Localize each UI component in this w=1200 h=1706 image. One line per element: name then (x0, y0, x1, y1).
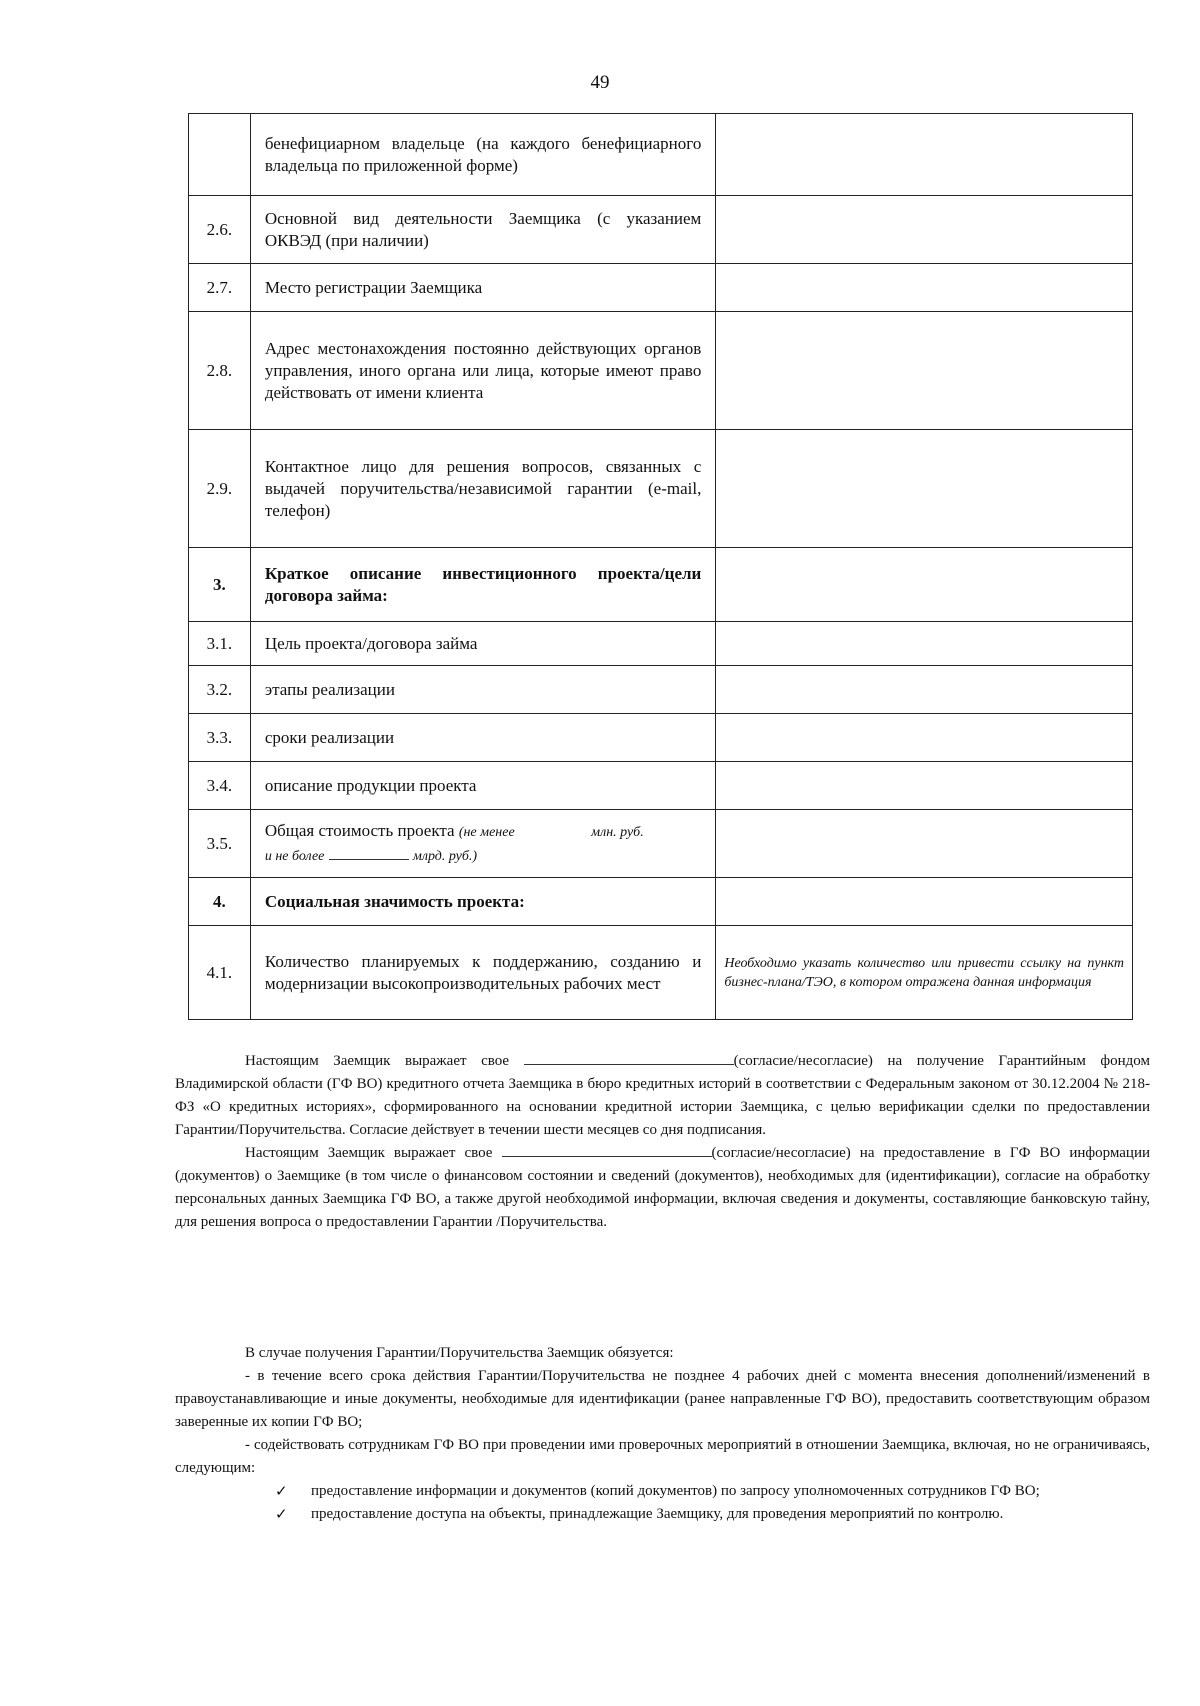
table-row (189, 264, 1133, 312)
row-value-field[interactable] (716, 666, 1133, 714)
row-number: 2.9. (189, 430, 251, 548)
table-row (189, 114, 1133, 196)
row-number: 4.1. (189, 926, 251, 1020)
consent-2-start: Настоящим Заемщик выражает свое (245, 1145, 493, 1161)
row-value-field[interactable] (716, 878, 1133, 926)
table-row (189, 666, 1133, 714)
billion-rub-note: млрд. руб.) (412, 848, 478, 864)
table-row (189, 810, 1133, 878)
check-item-text: предоставление доступа на объекты, принадлежащие Заемщику, для проведения мероприятий по контролю. (311, 1506, 1004, 1522)
consent-2-blank[interactable] (502, 1144, 712, 1157)
row-number (189, 114, 251, 196)
consent-paragraph-1 (175, 1050, 1150, 1142)
checkmark-icon: ✓ (275, 1482, 288, 1500)
min-cost-note: (не менее (458, 824, 515, 840)
row-number: 2.6. (189, 196, 251, 264)
row-description: описание продукции проекта (250, 762, 715, 810)
table-row (189, 196, 1133, 264)
table-row (189, 548, 1133, 622)
check-item (275, 1503, 1150, 1526)
row-number: 4. (189, 878, 251, 926)
obligation-item-2: - содействовать сотрудникам ГФ ВО при проведении ими проверочных мероприятий в отношении Заемщика, включая, но не ограничиваясь, следующим: (175, 1437, 1150, 1476)
row-description: Адрес местонахождения постоянно действующих органов управления, иного органа или лица, которые имеют право действовать от имени клиента (250, 312, 715, 430)
row-number: 3.1. (189, 622, 251, 666)
total-cost-label: Общая стоимость проекта (264, 820, 455, 840)
row-description: бенефициарном владельце (на каждого бенефициарного владельца по приложенной форме) (250, 114, 715, 196)
obligations-section (175, 1342, 1150, 1526)
row-number: 3. (189, 548, 251, 622)
row-number: 2.8. (189, 312, 251, 430)
row-description (250, 810, 715, 878)
row-description: этапы реализации (250, 666, 715, 714)
table-row (189, 926, 1133, 1020)
row-value-field[interactable] (716, 312, 1133, 430)
row-value-field[interactable] (716, 810, 1133, 878)
application-form-table (188, 113, 1133, 1020)
row-value-field[interactable] (716, 196, 1133, 264)
row-description: Краткое описание инвестиционного проекта/цели договора займа: (250, 548, 715, 622)
row-description: сроки реализации (250, 714, 715, 762)
obligations-intro: В случае получения Гарантии/Поручительства Заемщик обязуется: (245, 1345, 674, 1361)
checkmark-icon: ✓ (275, 1505, 288, 1523)
row-number: 3.3. (189, 714, 251, 762)
row-value-field[interactable] (716, 622, 1133, 666)
row-value-field[interactable] (716, 762, 1133, 810)
table-row (189, 714, 1133, 762)
row-value-field[interactable] (716, 114, 1133, 196)
table-row (189, 312, 1133, 430)
row-description: Социальная значимость проекта: (250, 878, 715, 926)
obligation-item-1: - в течение всего срока действия Гарантии/Поручительства не позднее 4 рабочих дней с момента внесения дополнений/изменений в правоустанавливающие и иные документы, необходимые для идентификации (ранее направленные ГФ ВО), предоставить соответствующим образом заверенные их копии ГФ ВО; (175, 1368, 1150, 1430)
check-item (275, 1480, 1150, 1503)
row-number: 2.7. (189, 264, 251, 312)
consent-1-blank[interactable] (524, 1052, 734, 1065)
table-row (189, 762, 1133, 810)
row-value-field[interactable] (716, 548, 1133, 622)
max-cost-blank[interactable] (329, 847, 409, 860)
consent-paragraph-2 (175, 1142, 1150, 1234)
row-description: Место регистрации Заемщика (250, 264, 715, 312)
row-description: Основной вид деятельности Заемщика (с указанием ОКВЭД (при наличии) (250, 196, 715, 264)
consent-section (175, 1050, 1150, 1234)
row-description: Количество планируемых к поддержанию, созданию и модернизации высокопроизводительных рабочих мест (250, 926, 715, 1020)
million-rub-note: млн. руб. (591, 824, 644, 840)
page-number: 49 (590, 72, 610, 93)
row-description: Контактное лицо для решения вопросов, связанных с выдачей поручительства/независимой гарантии (e-mail, телефон) (250, 430, 715, 548)
row-value-note: Необходимо указать количество или привести ссылку на пункт бизнес-плана/ТЭО, в котором отражена данная информация (716, 926, 1133, 1020)
row-number: 3.4. (189, 762, 251, 810)
row-value-field[interactable] (716, 264, 1133, 312)
row-number: 3.2. (189, 666, 251, 714)
consent-2-rest: (согласие/несогласие) на предоставление в ГФ ВО информации (документов) о Заемщике (в том числе о финансовом состоянии и сведений (документов), необходимых для (идентификации), согласие на обработку персональных данных Заемщика ГФ ВО, а также другой необходимой информации, включая сведения и документы, составляющие банковскую тайну, для решения вопроса о предоставлении Гарантии /Поручительства. (175, 1145, 1150, 1230)
check-item-text: предоставление информации и документов (копий документов) по запросу уполномоченных сотрудников ГФ ВО; (311, 1483, 1040, 1499)
row-value-field[interactable] (716, 430, 1133, 548)
row-number: 3.5. (189, 810, 251, 878)
table-row (189, 622, 1133, 666)
max-cost-note: и не более (264, 848, 325, 864)
table-row (189, 878, 1133, 926)
consent-1-rest: (согласие/несогласие) на получение Гарантийным фондом Владимирской области (ГФ ВО) кредитного отчета Заемщика в бюро кредитных историй в соответствии с Федеральным законом от 30.12.2004 № 218-ФЗ «О кредитных историях», сформированного на основании кредитной истории Заемщика, с целью верификации сделки по предоставлении Гарантии/Поручительства. Согласие действует в течении шести месяцев со дня подписания. (175, 1053, 1150, 1138)
table-row (189, 430, 1133, 548)
row-value-field[interactable] (716, 714, 1133, 762)
consent-1-start: Настоящим Заемщик выражает свое (245, 1053, 510, 1069)
row-description: Цель проекта/договора займа (250, 622, 715, 666)
